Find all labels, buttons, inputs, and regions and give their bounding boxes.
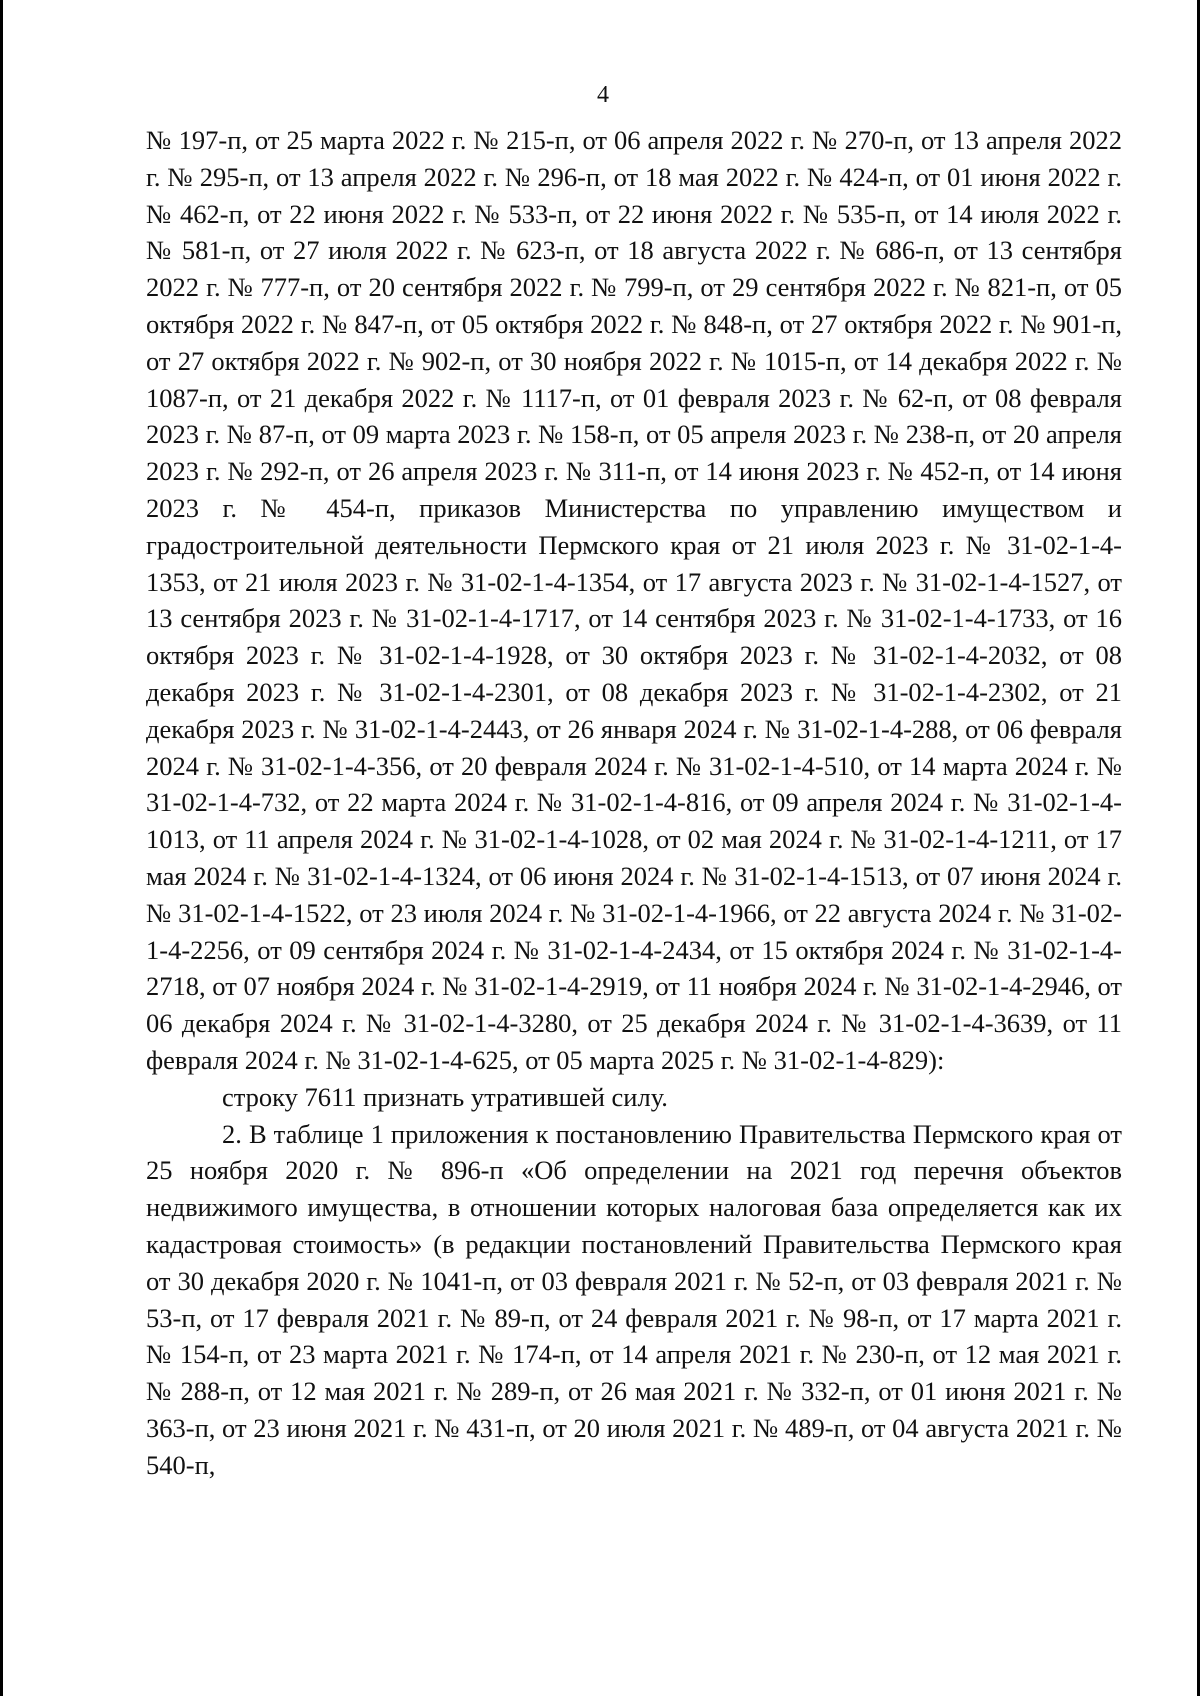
document-body <box>146 122 1122 1483</box>
paragraph-amendments-list: № 197-п, от 25 марта 2022 г. № 215-п, от 06 апреля 2022 г. № 270-п, от 13 апреля 2022 г. № 295-п, от 13 апреля 2022 г. № 296-п, от 18 мая 2022 г. № 424-п, от 01 июня 2022 г. № 462-п, от 22 июня 2022 г. № 533-п, от 22 июня 2022 г. № 535-п, от 14 июля 2022 г. № 581-п, от 27 июля 2022 г. № 623-п, от 18 августа 2022 г. № 686-п, от 13 сентября 2022 г. № 777-п, от 20 сентября 2022 г. № 799-п, от 29 сентября 2022 г. № 821-п, от 05 октября 2022 г. № 847-п, от 05 октября 2022 г. № 848-п, от 27 октября 2022 г. № 901-п, от 27 октября 2022 г. № 902-п, от 30 ноября 2022 г. № 1015-п, от 14 декабря 2022 г. № 1087-п, от 21 декабря 2022 г. № 1117-п, от 01 февраля 2023 г. № 62-п, от 08 февраля 2023 г. № 87-п, от 09 марта 2023 г. № 158-п, от 05 апреля 2023 г. № 238-п, от 20 апреля 2023 г. № 292-п, от 26 апреля 2023 г. № 311-п, от 14 июня 2023 г. № 452-п, от 14 июня 2023 г. № 454-п, приказов Министерства по управлению имуществом и градостроительной деятельности Пермского края от 21 июля 2023 г. № 31-02-1-4-1353, от 21 июля 2023 г. № 31-02-1-4-1354, от 17 августа 2023 г. № 31-02-1-4-1527, от 13 сентября 2023 г. № 31-02-1-4-1717, от 14 сентября 2023 г. № 31-02-1-4-1733, от 16 октября 2023 г. № 31-02-1-4-1928, от 30 октября 2023 г. № 31-02-1-4-2032, от 08 декабря 2023 г. № 31-02-1-4-2301, от 08 декабря 2023 г. № 31-02-1-4-2302, от 21 декабря 2023 г. № 31-02-1-4-2443, от 26 января 2024 г. № 31-02-1-4-288, от 06 февраля 2024 г. № 31-02-1-4-356, от 20 февраля 2024 г. № 31-02-1-4-510, от 14 марта 2024 г. № 31-02-1-4-732, от 22 марта 2024 г. № 31-02-1-4-816, от 09 апреля 2024 г. № 31-02-1-4-1013, от 11 апреля 2024 г. № 31-02-1-4-1028, от 02 мая 2024 г. № 31-02-1-4-1211, от 17 мая 2024 г. № 31-02-1-4-1324, от 06 июня 2024 г. № 31-02-1-4-1513, от 07 июня 2024 г. № 31-02-1-4-1522, от 23 июля 2024 г. № 31-02-1-4-1966, от 22 августа 2024 г. № 31-02-1-4-2256, от 09 сентября 2024 г. № 31-02-1-4-2434, от 15 октября 2024 г. № 31-02-1-4-2718, от 07 ноября 2024 г. № 31-02-1-4-2919, от 11 ноября 2024 г. № 31-02-1-4-2946, от 06 декабря 2024 г. № 31-02-1-4-3280, от 25 декабря 2024 г. № 31-02-1-4-3639, от 11 февраля 2024 г. № 31-02-1-4-625, от 05 марта 2025 г. № 31-02-1-4-829): <box>146 125 1122 1075</box>
page-number: 4 <box>597 82 609 108</box>
paragraph-row-invalidation: строку 7611 признать утратившей силу. <box>222 1081 668 1112</box>
paragraph-item-2: 2. В таблице 1 приложения к постановлению Правительства Пермского края от 25 ноября 2020 г. № 896-п «Об определении на 2021 год перечня объектов недвижимого имущества, в отношении которых налоговая база определяется как их кадастровая стоимость» (в редакции постановлений Правительства Пермского края от 30 декабря 2020 г. № 1041-п, от 03 февраля 2021 г. № 52-п, от 03 февраля 2021 г. № 53-п, от 17 февраля 2021 г. № 89-п, от 24 февраля 2021 г. № 98-п, от 17 марта 2021 г. № 154-п, от 23 марта 2021 г. № 174-п, от 14 апреля 2021 г. № 230-п, от 12 мая 2021 г. № 288-п, от 12 мая 2021 г. № 289-п, от 26 мая 2021 г. № 332-п, от 01 июня 2021 г. № 363-п, от 23 июня 2021 г. № 431-п, от 20 июля 2021 г. № 489-п, от 04 августа 2021 г. № 540-п, <box>146 1118 1122 1480</box>
